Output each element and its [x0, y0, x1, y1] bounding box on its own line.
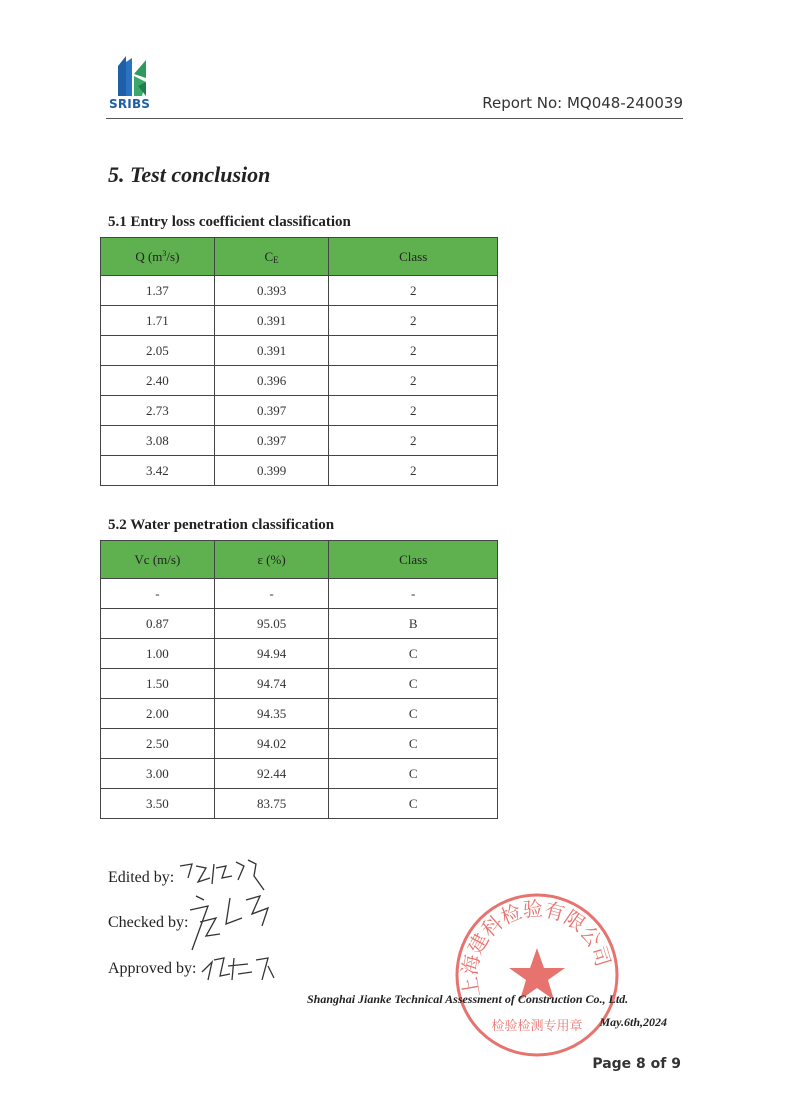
ce-cell: 0.396 [214, 366, 329, 396]
header-divider [106, 118, 683, 119]
report-number: Report No: MQ048-240039 [482, 94, 683, 112]
table-row [101, 396, 498, 426]
table-row [101, 729, 498, 759]
table-header-row [101, 541, 498, 579]
section-title: 5. Test conclusion [108, 162, 271, 187]
epsilon-cell: - [214, 579, 329, 609]
approver-signature [198, 952, 278, 986]
ce-cell: 0.391 [214, 336, 329, 366]
table-row [101, 669, 498, 699]
ce-cell: 0.397 [214, 426, 329, 456]
column-header-vc: Vc (m/s) [101, 541, 215, 579]
vc-cell: 3.00 [101, 759, 215, 789]
entry-loss-table [100, 237, 498, 486]
table-row [101, 759, 498, 789]
page-number: Page 8 of 9 [592, 1056, 681, 1072]
class-cell: C [329, 759, 498, 789]
class-cell: B [329, 609, 498, 639]
q-cell: 1.71 [101, 306, 215, 336]
table-row [101, 276, 498, 306]
class-cell: C [329, 669, 498, 699]
class-cell: 2 [329, 336, 498, 366]
column-header-class: Class [329, 541, 498, 579]
vc-cell: 3.50 [101, 789, 215, 819]
table2-title: 5.2 Water penetration classification [108, 517, 335, 533]
table-row [101, 456, 498, 486]
table-row [101, 579, 498, 609]
ce-cell: 0.399 [214, 456, 329, 486]
table-row [101, 789, 498, 819]
ce-cell: 0.397 [214, 396, 329, 426]
epsilon-cell: 95.05 [214, 609, 329, 639]
vc-cell: - [101, 579, 215, 609]
class-cell: C [329, 699, 498, 729]
water-penetration-table [100, 540, 498, 819]
ce-label: C [264, 248, 274, 264]
vc-cell: 1.50 [101, 669, 215, 699]
ce-subscript: E [273, 254, 279, 265]
q-cell: 2.40 [101, 366, 215, 396]
ce-cell: 0.393 [214, 276, 329, 306]
vc-cell: 2.50 [101, 729, 215, 759]
vc-cell: 2.00 [101, 699, 215, 729]
logo-mark-icon [108, 52, 158, 98]
epsilon-cell: 94.74 [214, 669, 329, 699]
class-cell: 2 [329, 276, 498, 306]
checked-by-label: Checked by: [108, 914, 189, 931]
q-cell: 1.37 [101, 276, 215, 306]
table-row [101, 609, 498, 639]
column-header-class: Class [329, 238, 498, 276]
approved-by-label: Approved by: [108, 960, 197, 977]
q-cell: 3.42 [101, 456, 215, 486]
vc-cell: 0.87 [101, 609, 215, 639]
class-cell: 2 [329, 366, 498, 396]
class-cell: 2 [329, 306, 498, 336]
class-cell: C [329, 789, 498, 819]
table1-title: 5.1 Entry loss coefficient classification [108, 214, 351, 230]
company-name: Shanghai Jianke Technical Assessment of Construction Co., Ltd. [307, 992, 629, 1006]
stamp-inner-text: 检验检测专用章 [491, 1019, 583, 1034]
q-unit-tail: /s) [166, 248, 180, 264]
class-cell: C [329, 639, 498, 669]
class-cell: 2 [329, 396, 498, 426]
table-row [101, 306, 498, 336]
epsilon-cell: 94.94 [214, 639, 329, 669]
q-cell: 2.73 [101, 396, 215, 426]
stamp-text: 上海建科检验有限公司 [457, 896, 616, 999]
epsilon-cell: 92.44 [214, 759, 329, 789]
edited-by-label: Edited by: [108, 869, 175, 886]
epsilon-cell: 94.02 [214, 729, 329, 759]
class-cell: - [329, 579, 498, 609]
epsilon-cell: 83.75 [214, 789, 329, 819]
logo-text: SRIBS [109, 97, 151, 111]
q-cell: 2.05 [101, 336, 215, 366]
table-row [101, 366, 498, 396]
q-superscript: 3 [162, 248, 167, 258]
table-row [101, 426, 498, 456]
checker-signature [186, 888, 286, 958]
table-row [101, 639, 498, 669]
vc-cell: 1.00 [101, 639, 215, 669]
class-cell: C [329, 729, 498, 759]
column-header-q [101, 238, 215, 276]
table-row [101, 699, 498, 729]
report-date: May.6th,2024 [599, 1015, 667, 1029]
ce-cell: 0.391 [214, 306, 329, 336]
class-cell: 2 [329, 456, 498, 486]
epsilon-cell: 94.35 [214, 699, 329, 729]
table-header-row [101, 238, 498, 276]
official-stamp [452, 890, 622, 1060]
column-header-epsilon: ε (%) [214, 541, 329, 579]
class-cell: 2 [329, 426, 498, 456]
column-header-ce [214, 238, 329, 276]
q-cell: 3.08 [101, 426, 215, 456]
table-row [101, 336, 498, 366]
q-label: Q (m [135, 248, 163, 264]
